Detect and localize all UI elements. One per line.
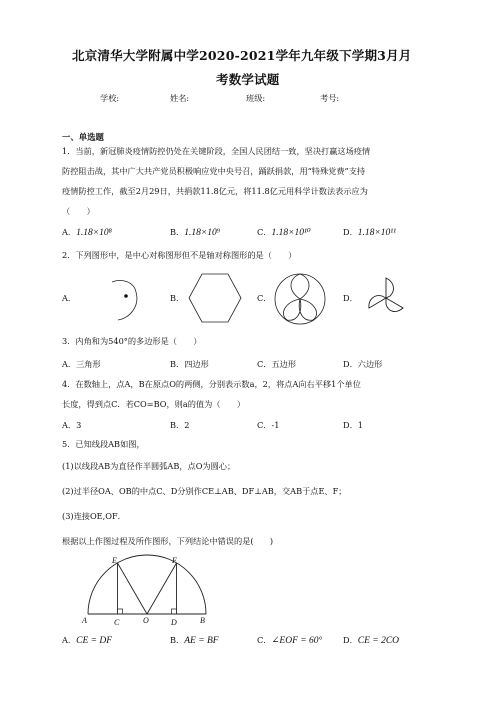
q1-line-3: 疫情防控工作，截至2月29日，共捐款11.8亿元，将11.8亿元用科学计数法表示应为 <box>62 186 368 196</box>
q1-option-a[interactable] <box>62 227 112 238</box>
option-key: A． <box>62 227 77 237</box>
q3-stem: 3．内角和为540°的多边形是（ ） <box>62 336 202 346</box>
q2-figure-a <box>104 276 150 326</box>
q4-option-b[interactable]: B．2 <box>170 420 190 430</box>
option-text: CE = DF <box>76 636 113 646</box>
q2-option-d-label[interactable]: D． <box>343 293 358 303</box>
q5-step-1: (1)以线段AB为直径作半圆弧AB，点O为圆心； <box>62 461 236 471</box>
label-d: D <box>171 618 177 627</box>
field-school: 学校: <box>100 93 120 103</box>
label-o: O <box>143 616 149 625</box>
q1-line-4: （ ） <box>62 206 95 216</box>
label-e: E <box>112 556 117 565</box>
q3-option-b[interactable]: B．四边形 <box>170 359 209 369</box>
option-text: 1.18×10¹¹ <box>357 228 396 238</box>
option-key: D． <box>343 635 358 645</box>
field-exam-number: 考号: <box>320 93 340 103</box>
q5-step-2: (2)过半径OA、OB的中点C、D分别作CE⊥AB、DF⊥AB，交AB于点E、F； <box>62 486 347 496</box>
label-a: A <box>82 616 87 625</box>
option-key: C． <box>257 635 272 645</box>
q4-option-c[interactable]: C．-1 <box>257 420 280 430</box>
label-b: B <box>200 616 205 625</box>
q2-option-a-label[interactable]: A． <box>62 293 77 303</box>
q5-question: 根据以上作图过程及所作图形，下列结论中错误的是( ) <box>62 536 274 546</box>
q1-option-d[interactable] <box>343 227 396 238</box>
q1-option-b[interactable] <box>170 227 220 238</box>
q2-stem: 2．下列图形中，是中心对称图形但不是轴对称图形的是（ ） <box>62 250 297 260</box>
title-line-1: 北京清华大学附属中学2020-2021学年九年级下学期3月月 <box>72 48 412 63</box>
title-line-2: 考数学试题 <box>216 72 280 87</box>
option-key: C． <box>257 227 272 237</box>
option-key: D． <box>343 227 358 237</box>
option-text: 1.18×10⁹ <box>184 228 221 238</box>
field-class: 班级: <box>246 93 266 103</box>
q5-option-a[interactable] <box>62 635 112 646</box>
q5-option-b[interactable] <box>170 635 219 646</box>
q5-step-3: (3)连接OE,OF． <box>62 511 126 521</box>
option-text: 1.18×10⁸ <box>76 228 112 238</box>
q3-option-a[interactable]: A．三角形 <box>62 359 101 369</box>
option-text: ∠EOF = 60° <box>271 636 323 646</box>
q2-option-b-label[interactable]: B． <box>170 293 185 303</box>
option-key: A． <box>62 635 77 645</box>
q5-line-1: 5．已知线段AB如图， <box>62 439 145 449</box>
option-text: AE = BF <box>184 636 219 646</box>
option-key: B． <box>170 227 185 237</box>
q4-line-2: 长度，得到点C．若CO=BO，则a的值为（ ） <box>62 399 246 409</box>
option-key: B． <box>170 635 185 645</box>
section-heading: 一、单选题 <box>62 132 104 142</box>
q5-option-c[interactable] <box>257 635 322 646</box>
q1-option-c[interactable] <box>257 227 311 238</box>
q2-figure-pinwheel <box>362 274 410 322</box>
q3-option-c[interactable]: C．五边形 <box>257 359 297 369</box>
option-text: 1.18×10¹⁰ <box>271 228 311 238</box>
field-name: 姓名: <box>170 93 190 103</box>
q2-figure-hexagon <box>188 272 242 324</box>
q4-option-d[interactable]: D．1 <box>343 420 363 430</box>
q1-line-2: 防控阻击战，其中广大共产党员积极响应党中央号召，踊跃捐款，用“特殊党费”支持 <box>62 166 366 176</box>
q1-line-1: 1．当前，新冠肺炎疫情防控仍处在关键阶段，全国人民团结一致，坚决打赢这场疫情 <box>62 146 371 156</box>
q3-option-d[interactable]: D．六边形 <box>343 359 383 369</box>
q4-line-1: 4．在数轴上，点A，B在原点O的两侧，分别表示数a，2，将点A向右平移1个单位 <box>62 379 361 389</box>
q4-option-a[interactable]: A．3 <box>62 420 82 430</box>
q5-option-d[interactable] <box>343 635 399 646</box>
label-c: C <box>114 618 120 627</box>
option-text: CE = 2CO <box>357 636 400 646</box>
q2-figure-circle-petals <box>273 272 327 326</box>
label-f: F <box>172 556 177 565</box>
q2-option-c-label[interactable]: C． <box>257 293 272 303</box>
